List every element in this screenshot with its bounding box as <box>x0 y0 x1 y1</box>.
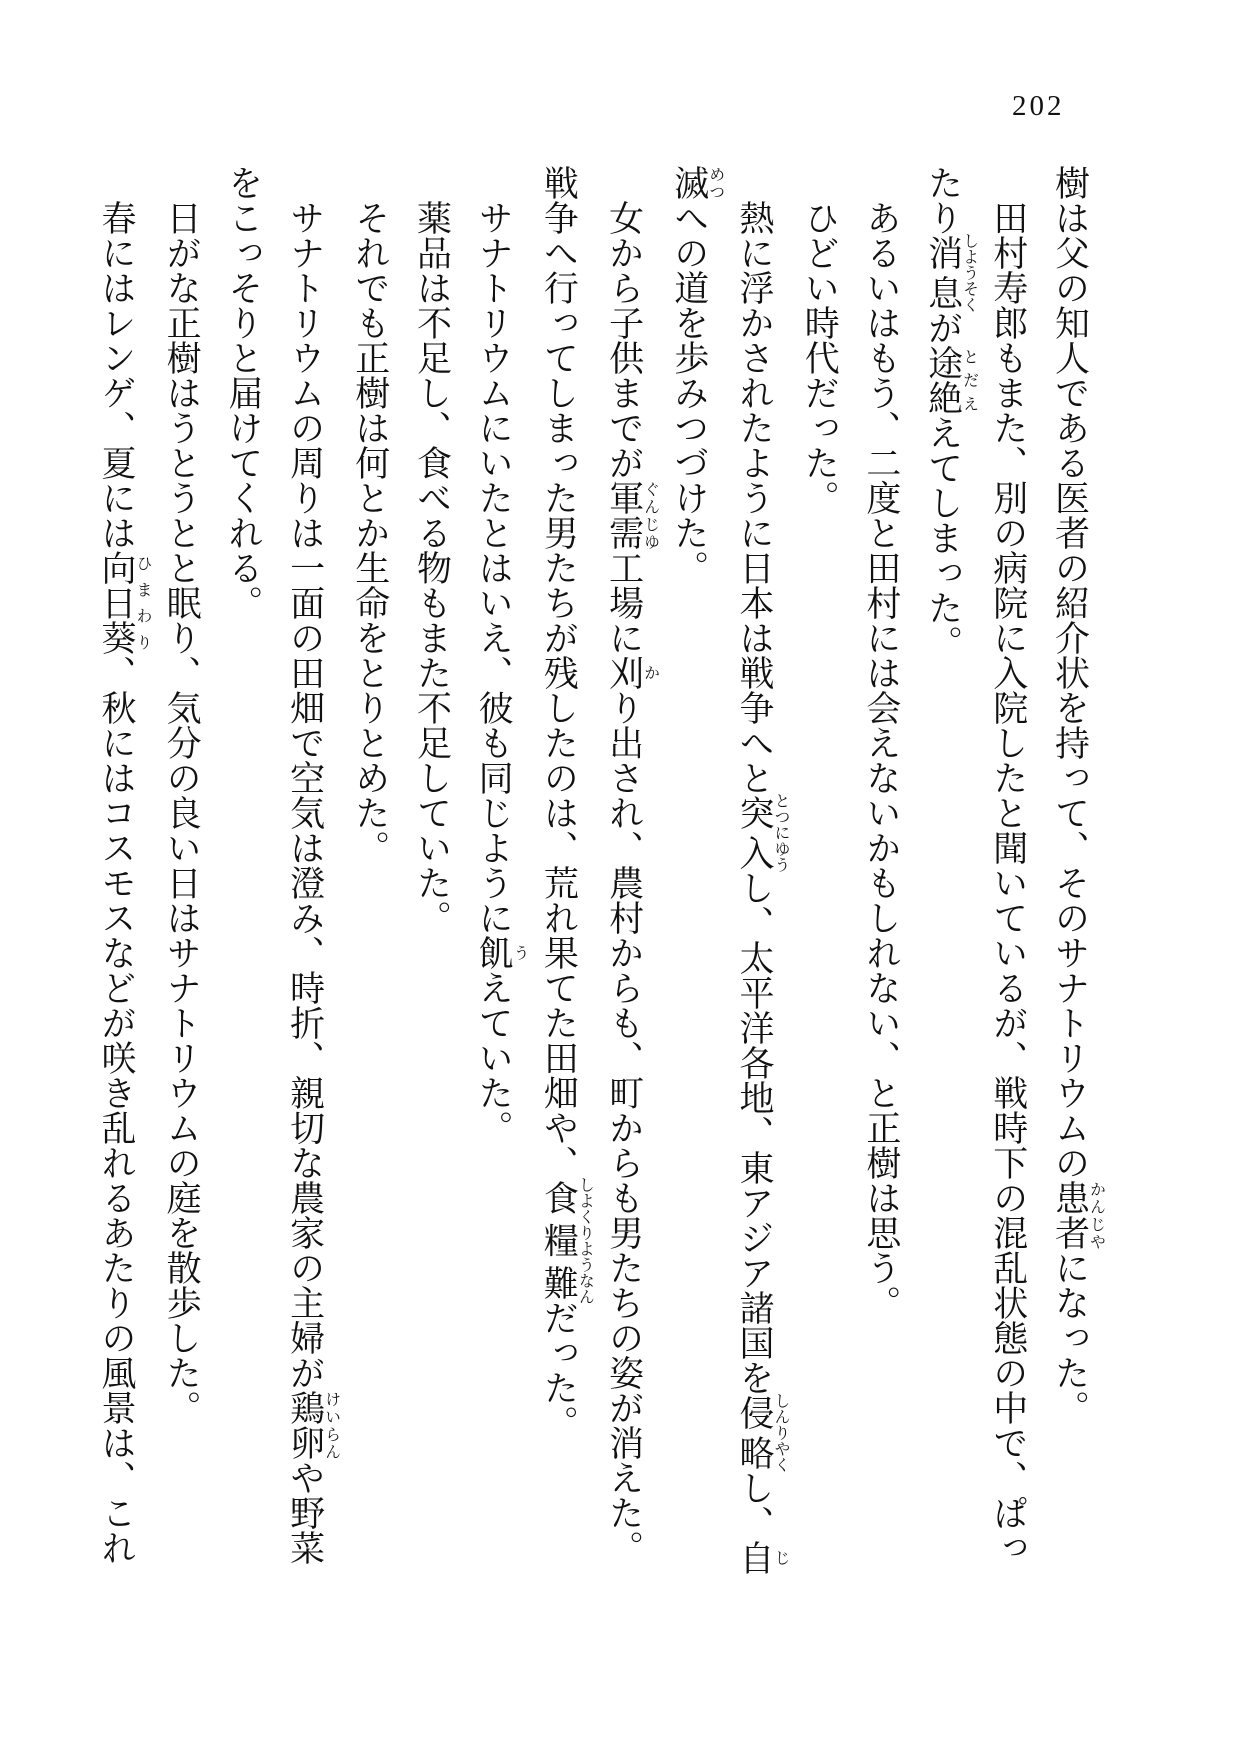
text-line: 熱に浮かされたように日本は戦争へと突入とつにゆうし、太平洋各地、東アジア諸国を侵略しんりやくし、自じ <box>734 200 789 1575</box>
furigana-ruby: 刈か <box>604 655 659 690</box>
furigana-ruby: 途絶とだえ <box>923 345 978 415</box>
text-line: あるいはもう、二度と田村には会えないかもしれない、と正樹は思う。 <box>861 200 901 1320</box>
furigana-ruby: 侵略しんりやく <box>734 1392 789 1473</box>
text-line: ひどい時代だった。 <box>800 200 840 515</box>
furigana-ruby: 向日葵ひまわり <box>96 550 151 655</box>
vertical-text-block <box>96 165 1105 1585</box>
furigana-ruby: 消息しようそく <box>923 232 978 313</box>
text-line: たり消息しようそくが途絶とだええてしまった。 <box>923 165 978 660</box>
text-line: 樹は父の知人である医者の紹介状を持って、そのサナトリウムの患者かんじやになった。 <box>1050 165 1105 1425</box>
furigana-ruby: 飢う <box>474 935 529 970</box>
text-line: 戦争へ行ってしまった男たちが残したのは、荒れ果てた田畑や、食糧難しよくりようなんだった。 <box>539 165 594 1441</box>
text-line: をこっそりと届けてくれる。 <box>223 165 263 620</box>
furigana-ruby: 滅めつ <box>669 165 724 200</box>
text-line: 薬品は不足し、食べる物もまた不足していた。 <box>412 200 452 935</box>
text-line: 女から子供までが軍需ぐんじゆ工場に刈かり出され、農村からも、町からも男たちの姿が消えた。 <box>604 200 659 1565</box>
text-line: 田村寿郎もまた、別の病院に入院したと聞いているが、戦時下の混乱状態の中で、ぱっ <box>988 200 1028 1565</box>
text-line: サナトリウムの周りは一面の田畑で空気は澄み、時折、親切な農家の主婦が鶏卵けいらんや野菜 <box>285 200 340 1565</box>
text-line: それでも正樹は何とか生命をとりとめた。 <box>350 200 390 865</box>
text-line: 春にはレンゲ、夏には向日葵ひまわり、秋にはコスモスなどが咲き乱れるあたりの風景は、これ <box>96 200 151 1565</box>
furigana-ruby: 食糧難しよくりようなん <box>539 1176 594 1305</box>
furigana-ruby: 鶏卵けいらん <box>285 1390 340 1460</box>
furigana-ruby: 自じ <box>734 1540 789 1575</box>
text-line: 日がな正樹はうとうとと眠り、気分の良い日はサナトリウムの庭を散歩した。 <box>162 200 202 1425</box>
furigana-ruby: 軍需ぐんじゆ <box>604 480 659 550</box>
text-line: サナトリウムにいたとはいえ、彼も同じように飢うえていた。 <box>474 200 529 1145</box>
page-number: 202 <box>1012 90 1065 122</box>
furigana-ruby: 患者かんじや <box>1050 1180 1105 1250</box>
furigana-ruby: 突入とつにゆう <box>734 792 789 873</box>
text-line: 滅めつへの道を歩みつづけた。 <box>669 165 724 585</box>
